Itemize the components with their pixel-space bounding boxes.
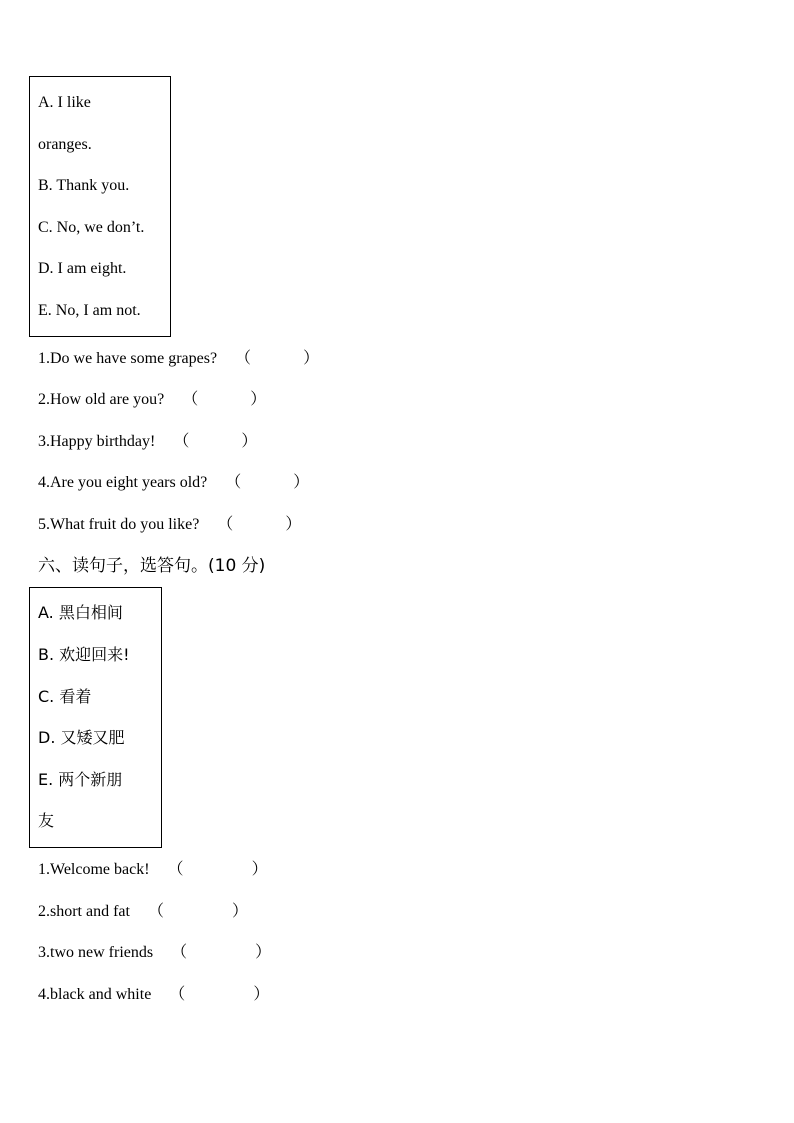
close-paren: ）: [253, 986, 270, 1003]
open-paren: （: [171, 944, 188, 961]
question-row: [38, 349, 319, 369]
open-paren: （: [225, 474, 242, 491]
option-a-line1: A. I like: [38, 94, 91, 111]
open-paren: （: [167, 861, 184, 878]
close-paren: ）: [285, 516, 302, 533]
question-text: 4.black and white: [38, 986, 152, 1003]
section-heading: 六、读句子，选答句。(10 分): [38, 556, 266, 576]
open-paren: （: [173, 433, 190, 450]
option-b: B. Thank you.: [38, 177, 130, 194]
open-paren: （: [182, 391, 199, 408]
question-row: [38, 432, 257, 452]
close-paren: ）: [255, 944, 272, 961]
option-d: D. I am eight.: [38, 260, 127, 277]
question-row: [38, 985, 269, 1005]
option-c: C. No, we don’t.: [38, 219, 145, 236]
option-e: E. No, I am not.: [38, 302, 141, 319]
question-text: 3.Happy birthday!: [38, 433, 156, 450]
question-row: [38, 902, 248, 922]
question-text: 3.two new friends: [38, 944, 154, 961]
open-paren: （: [217, 516, 234, 533]
close-paren: ）: [241, 433, 258, 450]
question-row: [38, 390, 266, 410]
question-text: 5.What fruit do you like?: [38, 516, 200, 533]
question-row: [38, 860, 268, 880]
close-paren: ）: [303, 350, 320, 367]
option-e-line1: E. 两个新朋: [38, 770, 123, 789]
option-d: D. 又矮又肥: [38, 728, 125, 747]
answer-options-box: [29, 587, 162, 848]
close-paren: ）: [251, 861, 268, 878]
option-e-line2: 友: [38, 811, 55, 830]
close-paren: ）: [232, 903, 249, 920]
answer-options-box: [29, 76, 171, 337]
option-a: A. 黑白相间: [38, 603, 123, 622]
option-a-line2: oranges.: [38, 136, 92, 153]
open-paren: （: [169, 986, 186, 1003]
close-paren: ）: [293, 474, 310, 491]
option-b: B. 欢迎回来!: [38, 645, 130, 664]
question-row: [38, 473, 309, 493]
question-row: [38, 515, 301, 535]
question-text: 2.How old are you?: [38, 391, 165, 408]
question-text: 1.Welcome back!: [38, 861, 150, 878]
question-row: [38, 943, 271, 963]
open-paren: （: [147, 903, 164, 920]
question-text: 4.Are you eight years old?: [38, 474, 208, 491]
option-c: C. 看着: [38, 687, 92, 706]
open-paren: （: [235, 350, 252, 367]
close-paren: ）: [250, 391, 267, 408]
question-text: 2.short and fat: [38, 903, 130, 920]
question-text: 1.Do we have some grapes?: [38, 350, 218, 367]
